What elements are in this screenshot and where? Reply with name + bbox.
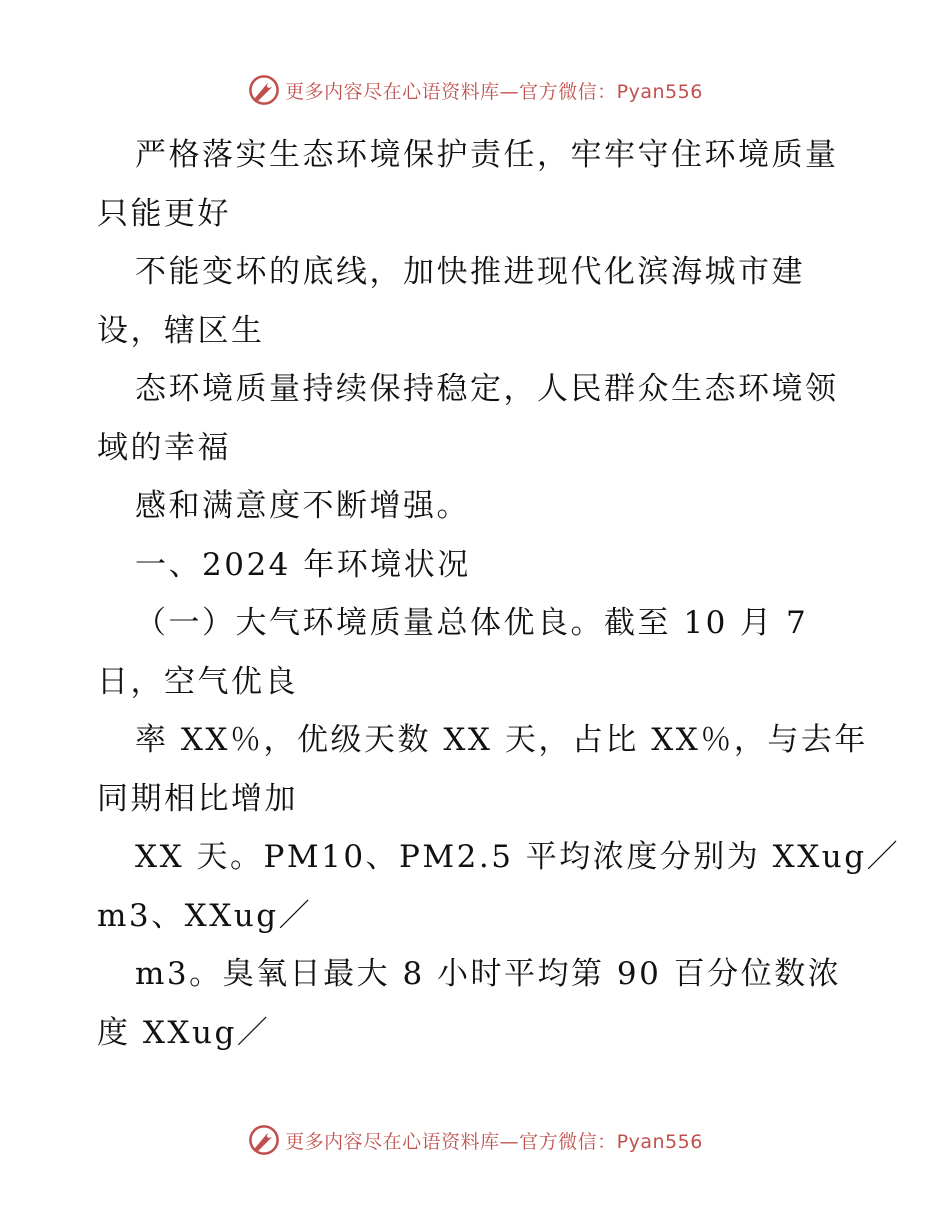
header-watermark: [0, 70, 950, 110]
pen-nib-logo-icon: [247, 1123, 281, 1157]
watermark-text: 更多内容尽在心语资料库—官方微信：Pyan556: [285, 1130, 703, 1153]
text-line: 同期相比增加: [97, 780, 298, 817]
footer-watermark: [0, 1120, 950, 1160]
text-line: 域的幸福: [97, 429, 231, 466]
text-line: m3。臭氧日最大 8 小时平均第 90 百分位数浓: [135, 956, 842, 992]
text-line: 感和满意度不断增强。: [135, 488, 470, 524]
text-line: 日，空气优良: [97, 663, 298, 700]
text-line: 不能变坏的底线，加快推进现代化滨海城市建: [135, 254, 805, 290]
text-line: 态环境质量持续保持稳定，人民群众生态环境领: [135, 371, 839, 407]
text-line: （一）大气环境质量总体优良。截至 10 月 7: [135, 605, 809, 641]
text-line: 率 XX％，优级天数 XX 天，占比 XX％，与去年: [135, 722, 868, 758]
text-line: 设，辖区生: [97, 312, 265, 349]
watermark-text: 更多内容尽在心语资料库—官方微信：Pyan556: [285, 80, 703, 103]
pen-nib-logo-icon: [247, 73, 281, 107]
document-body: [97, 126, 901, 1062]
text-line: m3、XXug／: [97, 897, 313, 934]
text-line: 一、2024 年环境状况: [135, 546, 471, 583]
text-line: XX 天。PM10、PM2.5 平均浓度分别为 XXug／: [135, 839, 901, 875]
text-line: 只能更好: [97, 195, 231, 232]
text-line: 严格落实生态环境保护责任，牢牢守住环境质量: [135, 137, 839, 173]
text-line: 度 XXug／: [97, 1014, 271, 1051]
